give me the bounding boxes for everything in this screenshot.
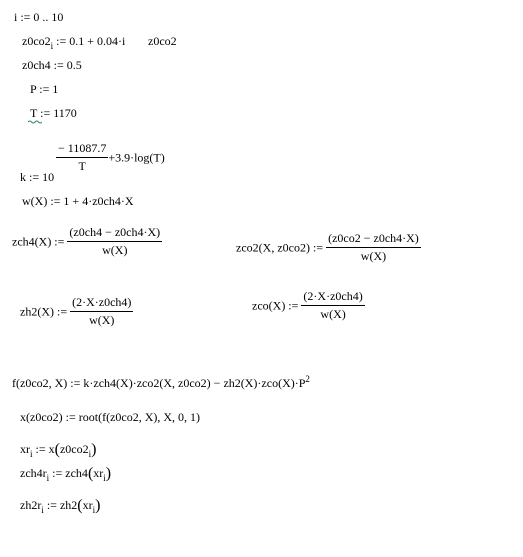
- x-root-text: x(z0co2) := root(f(z0co2, X), X, 0, 1): [20, 410, 201, 424]
- zco2-definition[interactable]: [236, 232, 421, 263]
- zco-lhs: zco(X) :=: [252, 298, 302, 313]
- k-exponent-numerator: − 11087.7: [56, 142, 108, 158]
- zh2r-func: := zh2: [43, 498, 78, 512]
- temperature-definition[interactable]: [30, 106, 77, 120]
- pressure-definition[interactable]: [30, 82, 58, 96]
- zch4r-func: := zch4: [49, 466, 88, 480]
- z0co2-evaluation[interactable]: [148, 34, 177, 48]
- zh2r-definition[interactable]: [20, 498, 100, 513]
- zco2-denominator: w(X): [360, 249, 387, 263]
- zh2r-var: zh2r: [20, 498, 42, 512]
- xr-arg-subscript: i: [88, 449, 92, 459]
- f-exponent: 2: [305, 374, 310, 384]
- zh2r-arg: xr: [82, 498, 93, 512]
- k-exponent-fraction: [56, 142, 108, 173]
- k-base-text: k := 10: [20, 170, 55, 184]
- zh2r-close-paren: ): [95, 497, 101, 514]
- zch4-denominator: w(X): [102, 243, 128, 257]
- pressure-text: P := 1: [30, 82, 59, 96]
- xr-definition[interactable]: [20, 442, 96, 457]
- range-definition-text: i := 0 .. 10: [14, 10, 64, 24]
- zh2-lhs: zh2(X) :=: [20, 304, 71, 319]
- zco2-lhs: zco2(X, z0co2) :=: [236, 240, 327, 255]
- warning-squiggle-icon: [28, 120, 42, 124]
- zch4r-arg-subscript: i: [103, 473, 106, 483]
- zch4-numerator: (z0ch4 − z0ch4·X): [67, 226, 162, 242]
- f-expression: f(z0co2, X) := k·zch4(X)·zco2(X, z0co2) − zh2(X)·zco(X)·P: [12, 376, 306, 390]
- k-definition[interactable]: [20, 170, 54, 184]
- zco-denominator: w(X): [320, 307, 346, 321]
- xr-func: := x: [32, 442, 55, 456]
- zh2-denominator: w(X): [89, 313, 115, 327]
- zh2-definition[interactable]: [20, 296, 133, 327]
- xr-open-paren: (: [54, 441, 60, 458]
- zco-numerator: (2·X·z0ch4): [301, 290, 364, 306]
- zch4r-open-paren: (: [87, 465, 94, 482]
- zco-fraction: [301, 290, 364, 321]
- f-definition[interactable]: [12, 376, 310, 391]
- k-exponent[interactable]: [56, 142, 165, 173]
- zh2r-open-paren: (: [77, 497, 83, 514]
- zch4r-close-paren: ): [105, 465, 112, 482]
- k-exponent-denominator: T: [78, 159, 86, 173]
- zh2-numerator: (2·X·z0ch4): [70, 296, 133, 312]
- x-root-definition[interactable]: [20, 410, 200, 424]
- xr-subscript: i: [30, 449, 33, 459]
- z0ch4-definition[interactable]: [22, 58, 82, 72]
- k-exponent-tail: +3.9·log(T): [108, 150, 165, 165]
- w-text: w(X) := 1 + 4·z0ch4·X: [22, 194, 134, 208]
- zch4r-arg: xr: [93, 466, 104, 480]
- zco-definition[interactable]: [252, 290, 365, 321]
- range-definition[interactable]: [14, 10, 63, 24]
- z0ch4-text: z0ch4 := 0.5: [22, 58, 82, 72]
- xr-arg: z0co2: [59, 442, 89, 456]
- zh2r-arg-subscript: i: [92, 505, 96, 515]
- zch4r-var: zch4r: [20, 466, 47, 480]
- xr-var: xr: [20, 442, 30, 456]
- w-definition[interactable]: [22, 194, 134, 208]
- zch4r-definition[interactable]: [20, 466, 111, 481]
- zch4r-subscript: i: [46, 473, 50, 483]
- z0co2-eval-text: z0co2: [148, 34, 177, 48]
- zco2-fraction: [326, 232, 421, 263]
- z0co2-var: z0co2: [22, 34, 51, 48]
- zco2-numerator: (z0co2 − z0ch4·X): [326, 232, 421, 248]
- zch4-fraction: [67, 226, 162, 257]
- zh2r-subscript: i: [41, 505, 44, 515]
- z0co2-definition[interactable]: [22, 34, 125, 49]
- z0co2-subscript: i: [50, 41, 54, 51]
- z0co2-expression: := 0.1 + 0.04·i: [53, 34, 126, 48]
- zh2-fraction: [70, 296, 133, 327]
- temperature-text: T := 1170: [30, 106, 77, 120]
- zch4-lhs: zch4(X) :=: [12, 234, 68, 249]
- xr-close-paren: ): [91, 441, 97, 458]
- zch4-definition[interactable]: [12, 226, 162, 257]
